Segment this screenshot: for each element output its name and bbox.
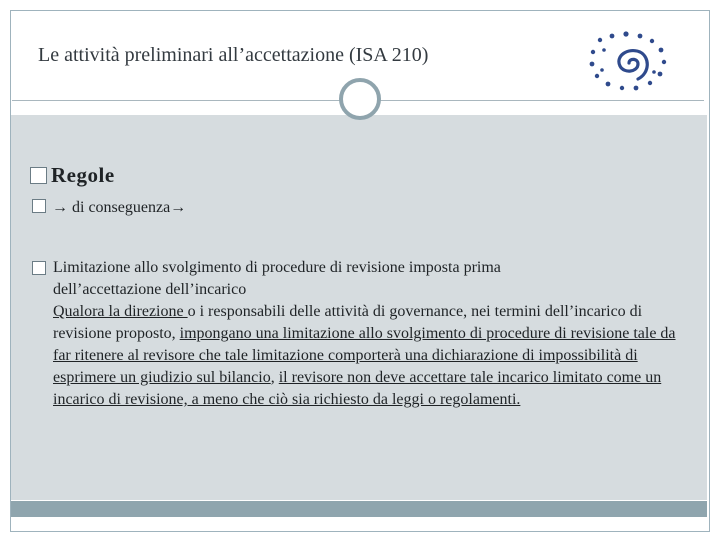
bullet-box-icon bbox=[30, 167, 47, 184]
heading-text: Regole bbox=[51, 163, 115, 187]
para-plain-1: o i responsabili delle attività di governance, nei termini dell’incarico di revisione proposto, bbox=[53, 303, 643, 342]
consequence-text: → di conseguenza→ bbox=[52, 199, 187, 216]
circle-ornament bbox=[339, 78, 381, 120]
slide-title: Le attività preliminari all’accettazione (ISA 210) bbox=[38, 44, 429, 66]
consequence-line bbox=[32, 199, 186, 217]
limitation-paragraph bbox=[53, 301, 692, 411]
swirl-logo-icon bbox=[588, 30, 670, 92]
limitation-bullet bbox=[32, 257, 692, 411]
heading-regole bbox=[30, 163, 115, 188]
bullet-box-icon bbox=[32, 199, 46, 213]
para-underlined-3: il revisore non deve accettare tale incarico limitato come un incarico di revisione, a meno che ciò sia richiesto da leggi o regolamenti. bbox=[53, 369, 662, 408]
bullet-lead: Limitazione allo svolgimento di procedure di revisione imposta prima bbox=[53, 259, 501, 276]
para-plain-2: , bbox=[270, 369, 279, 386]
para-underlined-1: Qualora la direzione bbox=[53, 303, 188, 320]
bullet-lead-continued: dell’accettazione dell’incarico bbox=[53, 281, 247, 298]
para-underlined-2: impongano una limitazione allo svolgimento di procedure di revisione tale da far ritenere al revisore che tale limitazione comporterà una dichiarazione di impossibilità di esprimere un giudizio sul bilancio bbox=[53, 325, 676, 386]
bullet-box-icon bbox=[32, 261, 46, 275]
bottom-accent-band bbox=[11, 501, 707, 517]
